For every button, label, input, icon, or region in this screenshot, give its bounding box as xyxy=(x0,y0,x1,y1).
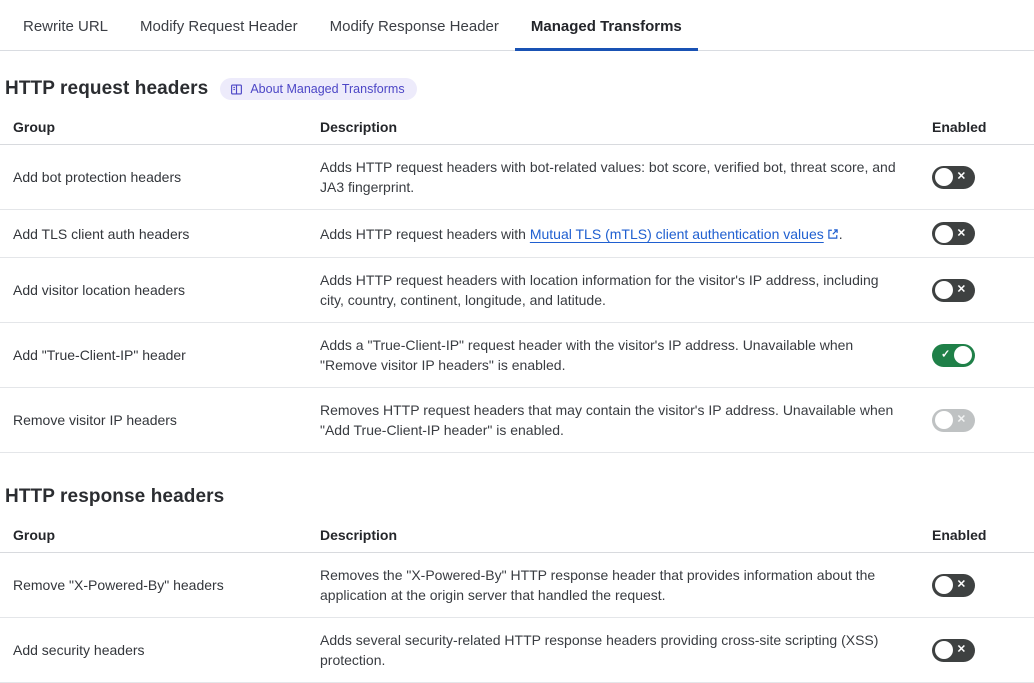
toggle-knob xyxy=(935,168,953,186)
row-group-label: Remove visitor IP headers xyxy=(13,412,177,428)
badge-label: About Managed Transforms xyxy=(250,82,405,96)
table-header-row xyxy=(0,112,1034,145)
check-icon: ✓ xyxy=(941,348,951,361)
table-row xyxy=(0,323,1034,388)
row-group-label: Add TLS client auth headers xyxy=(13,225,190,242)
x-icon: ✕ xyxy=(956,413,966,426)
row-description: Adds HTTP request headers with bot-related values: bot score, verified bot, threat score, and JA3 fingerprint. xyxy=(320,159,896,195)
x-icon: ✕ xyxy=(956,643,966,656)
table-row xyxy=(0,618,1034,683)
tab-modify-response-header[interactable]: Modify Response Header xyxy=(314,10,515,50)
column-header-group: Group xyxy=(13,119,55,135)
table-row xyxy=(0,258,1034,323)
toggle-add-bot-protection-headers[interactable] xyxy=(932,166,975,189)
row-group-label: Add bot protection headers xyxy=(13,169,182,185)
tab-bar xyxy=(0,0,1034,51)
row-description: Adds HTTP request headers with location information for the visitor's IP address, including city, country, continent, longitude, and latitude. xyxy=(320,272,879,308)
response-headers-table xyxy=(0,520,1034,683)
toggle-knob xyxy=(954,346,972,364)
book-icon xyxy=(230,83,243,96)
http-request-headers-section xyxy=(0,78,1034,453)
row-description: Adds a "True-Client-IP" request header with the visitor's IP address. Unavailable when "Remove visitor IP headers" is enabled. xyxy=(320,337,854,373)
x-icon: ✕ xyxy=(956,578,966,591)
row-group-label: Add visitor location headers xyxy=(13,282,185,298)
toggle-knob xyxy=(935,225,953,243)
toggle-add-tls-client-auth-headers[interactable] xyxy=(932,222,975,245)
table-row xyxy=(0,145,1034,210)
table-header-row xyxy=(0,520,1034,553)
toggle-remove-visitor-ip-headers xyxy=(932,409,975,432)
column-header-enabled: Enabled xyxy=(932,527,987,543)
mtls-client-auth-link[interactable]: Mutual TLS (mTLS) client authentication values xyxy=(530,226,839,242)
section-title-response: HTTP response headers xyxy=(5,486,225,507)
column-header-description: Description xyxy=(320,527,398,543)
column-header-enabled: Enabled xyxy=(932,119,987,135)
http-response-headers-section xyxy=(0,486,1034,683)
about-managed-transforms-badge[interactable] xyxy=(220,78,416,100)
x-icon: ✕ xyxy=(956,283,966,296)
description-text: . xyxy=(838,225,843,242)
toggle-add-true-client-ip-header[interactable] xyxy=(932,344,975,367)
row-description: Adds several security-related HTTP response headers providing cross-site scripting (XSS) protection. xyxy=(320,632,879,668)
table-row xyxy=(0,388,1034,453)
section-title-request: HTTP request headers xyxy=(5,78,209,99)
toggle-add-security-headers[interactable] xyxy=(932,639,975,662)
request-headers-table xyxy=(0,112,1034,453)
tab-modify-request-header[interactable]: Modify Request Header xyxy=(124,10,314,50)
column-header-description: Description xyxy=(320,119,398,135)
tab-managed-transforms[interactable]: Managed Transforms xyxy=(515,10,698,50)
toggle-knob xyxy=(935,641,953,659)
row-description xyxy=(320,212,902,256)
x-icon: ✕ xyxy=(956,170,966,183)
row-group-label: Add security headers xyxy=(13,642,145,658)
table-row xyxy=(0,553,1034,618)
toggle-knob xyxy=(935,281,953,299)
column-header-group: Group xyxy=(13,527,55,543)
row-description: Removes HTTP request headers that may contain the visitor's IP address. Unavailable when "Add True-Client-IP header" is enabled. xyxy=(320,402,894,438)
description-text: Adds HTTP request headers with xyxy=(320,225,530,242)
toggle-knob xyxy=(935,411,953,429)
toggle-add-visitor-location-headers[interactable] xyxy=(932,279,975,302)
table-row xyxy=(0,210,1034,258)
row-description: Removes the "X-Powered-By" HTTP response header that provides information about the application at the origin server that handled the request. xyxy=(320,567,876,603)
toggle-remove-x-powered-by-headers[interactable] xyxy=(932,574,975,597)
toggle-knob xyxy=(935,576,953,594)
x-icon: ✕ xyxy=(956,226,966,239)
row-group-label: Add "True-Client-IP" header xyxy=(13,347,186,363)
row-group-label: Remove "X-Powered-By" headers xyxy=(13,577,224,593)
tab-rewrite-url[interactable]: Rewrite URL xyxy=(7,10,124,50)
external-link-icon xyxy=(824,226,839,242)
